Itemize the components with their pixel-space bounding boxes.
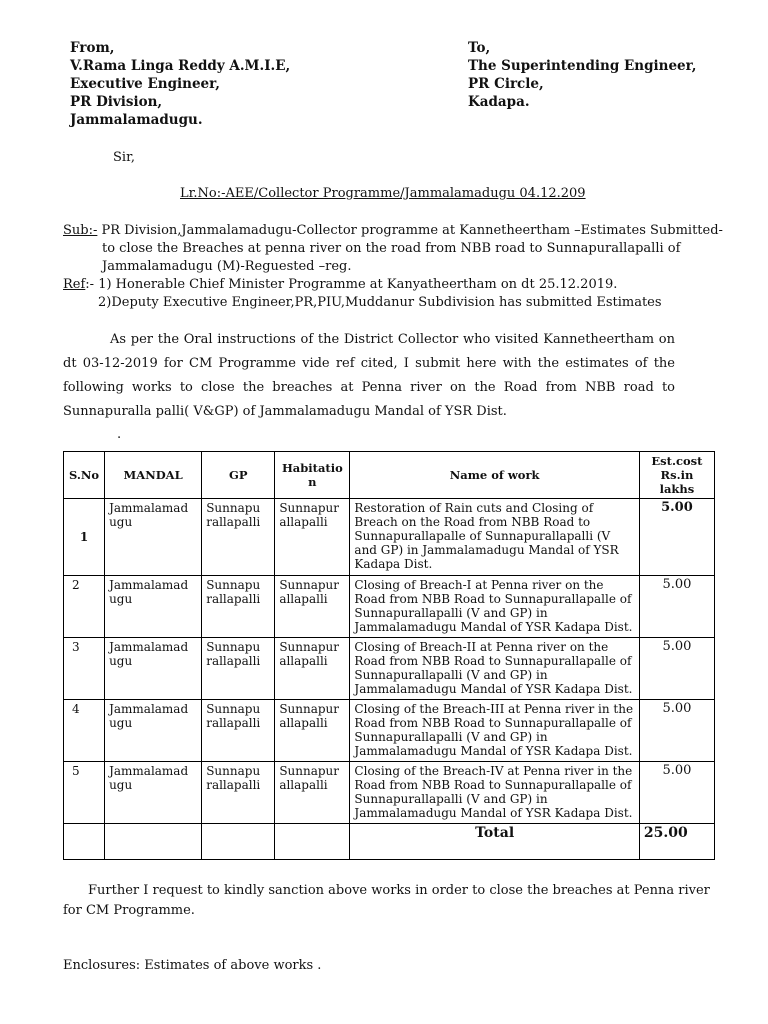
reference-label: Ref xyxy=(63,277,86,292)
total-label: Total xyxy=(350,824,639,860)
table-row xyxy=(64,576,715,638)
enclosures: Enclosures: Estimates of above works . xyxy=(63,958,322,973)
cell-mandal: Jammalamad ugu xyxy=(105,576,202,638)
cell-gp: Sunnapu rallapalli xyxy=(202,762,275,824)
cell-sno: 5 xyxy=(64,762,105,824)
header-gp: GP xyxy=(202,452,275,499)
cell-habitation: Sunnapur allapalli xyxy=(275,576,350,638)
subject-line-2: to close the Breaches at penna river on the road from NBB road to Sunnapurallapalli of xyxy=(102,241,681,256)
from-heading: From, xyxy=(70,40,115,56)
total-value: 25.00 xyxy=(639,824,714,860)
cell-cost: 5.00 xyxy=(639,576,714,638)
cell-name-of-work: Restoration of Rain cuts and Closing of Breach on the Road from NBB Road to Sunnapurallapalle of Sunnapurallapalli (V and GP) in Jammalamadugu Mandal of YSR Kadapa Dist. xyxy=(350,499,639,576)
cell-gp: Sunnapu rallapalli xyxy=(202,638,275,700)
table-total-row xyxy=(64,824,715,860)
cell-cost: 5.00 xyxy=(639,638,714,700)
cell-sno: 2 xyxy=(64,576,105,638)
from-address xyxy=(70,39,290,129)
header-habitation: Habitatio n xyxy=(275,452,350,499)
cell-mandal: Jammalamad ugu xyxy=(105,638,202,700)
from-line: Jammalamadugu. xyxy=(70,112,203,128)
closing-line-2: for CM Programme. xyxy=(63,903,195,918)
header-est-cost: Est.cost Rs.in lakhs xyxy=(639,452,714,499)
reference-line-1 xyxy=(63,277,617,292)
cell-empty xyxy=(64,824,105,860)
cell-cost: 5.00 xyxy=(639,499,714,576)
from-line: V.Rama Linga Reddy A.M.I.E, xyxy=(70,58,291,74)
subject-line-3: Jammalamadugu (M)-Reguested –reg. xyxy=(102,259,352,274)
closing-line-1: Further I request to kindly sanction above works in order to close the breaches at Penna river xyxy=(88,883,710,898)
to-line: Kadapa. xyxy=(468,94,530,110)
cell-gp: Sunnapu rallapalli xyxy=(202,499,275,576)
cell-sno: 1 xyxy=(64,499,105,576)
cell-mandal: Jammalamad ugu xyxy=(105,499,202,576)
cell-mandal: Jammalamad ugu xyxy=(105,700,202,762)
cell-gp: Sunnapu rallapalli xyxy=(202,576,275,638)
to-line: PR Circle, xyxy=(468,76,544,92)
from-line: Executive Engineer, xyxy=(70,76,220,92)
table-row xyxy=(64,638,715,700)
cell-empty xyxy=(275,824,350,860)
cell-cost: 5.00 xyxy=(639,762,714,824)
cell-habitation: Sunnapur allapalli xyxy=(275,638,350,700)
stray-dot: . xyxy=(117,427,122,442)
subject-text: PR Division,Jammalamadugu-Collector programme at Kannetheertham –Estimates Submitted- xyxy=(97,223,723,238)
works-table xyxy=(63,451,715,860)
cell-habitation: Sunnapur allapalli xyxy=(275,499,350,576)
body-paragraph: As per the Oral instructions of the District Collector who visited Kannetheertham on dt 03-12-2019 for CM Programme vide ref cited, I submit here with the estimates of the following works to close the breaches at Penna river on the Road from NBB road to Sunnapuralla palli( V&GP) of Jammalamadugu Mandal of YSR Dist. xyxy=(63,332,675,419)
table-row xyxy=(64,762,715,824)
salutation: Sir, xyxy=(113,150,135,165)
table-row xyxy=(64,700,715,762)
cell-name-of-work: Closing of Breach-I at Penna river on the Road from NBB Road to Sunnapurallapalle of Sunnapurallapalli (V and GP) in Jammalamadugu Mandal of YSR Kadapa Dist. xyxy=(350,576,639,638)
header-name-of-work: Name of work xyxy=(350,452,639,499)
cell-mandal: Jammalamad ugu xyxy=(105,762,202,824)
cell-sno: 4 xyxy=(64,700,105,762)
header-sno: S.No xyxy=(64,452,105,499)
cell-name-of-work: Closing of Breach-II at Penna river on the Road from NBB Road to Sunnapurallapalle of Sunnapurallapalli (V and GP) in Jammalamadugu Mandal of YSR Kadapa Dist. xyxy=(350,638,639,700)
subject-line-1 xyxy=(63,223,723,238)
table-row xyxy=(64,499,715,576)
cell-empty xyxy=(202,824,275,860)
from-line: PR Division, xyxy=(70,94,163,110)
cell-name-of-work: Closing of the Breach-IV at Penna river in the Road from NBB Road to Sunnapurallapalle of Sunnapurallapalli (V and GP) in Jammalamadugu Mandal of YSR Kadapa Dist. xyxy=(350,762,639,824)
cell-empty xyxy=(105,824,202,860)
cell-habitation: Sunnapur allapalli xyxy=(275,700,350,762)
subject-label: Sub:- xyxy=(63,223,98,238)
cell-habitation: Sunnapur allapalli xyxy=(275,762,350,824)
cell-gp: Sunnapu rallapalli xyxy=(202,700,275,762)
cell-sno: 3 xyxy=(64,638,105,700)
reference-line-2: 2)Deputy Executive Engineer,PR,PIU,Muddanur Subdivision has submitted Estimates xyxy=(98,295,662,310)
to-line: The Superintending Engineer, xyxy=(468,58,697,74)
to-heading: To, xyxy=(468,40,491,56)
reference-text: :- 1) Honerable Chief Minister Programme at Kanyatheertham on dt 25.12.2019. xyxy=(85,277,618,292)
table-header-row xyxy=(64,452,715,499)
letter-number: Lr.No:-AEE/Collector Programme/Jammalamadugu 04.12.209 xyxy=(180,186,586,201)
cell-name-of-work: Closing of the Breach-III at Penna river in the Road from NBB Road to Sunnapurallapalle of Sunnapurallapalli (V and GP) in Jammalamadugu Mandal of YSR Kadapa Dist. xyxy=(350,700,639,762)
cell-cost: 5.00 xyxy=(639,700,714,762)
header-mandal: MANDAL xyxy=(105,452,202,499)
to-address xyxy=(468,39,696,111)
